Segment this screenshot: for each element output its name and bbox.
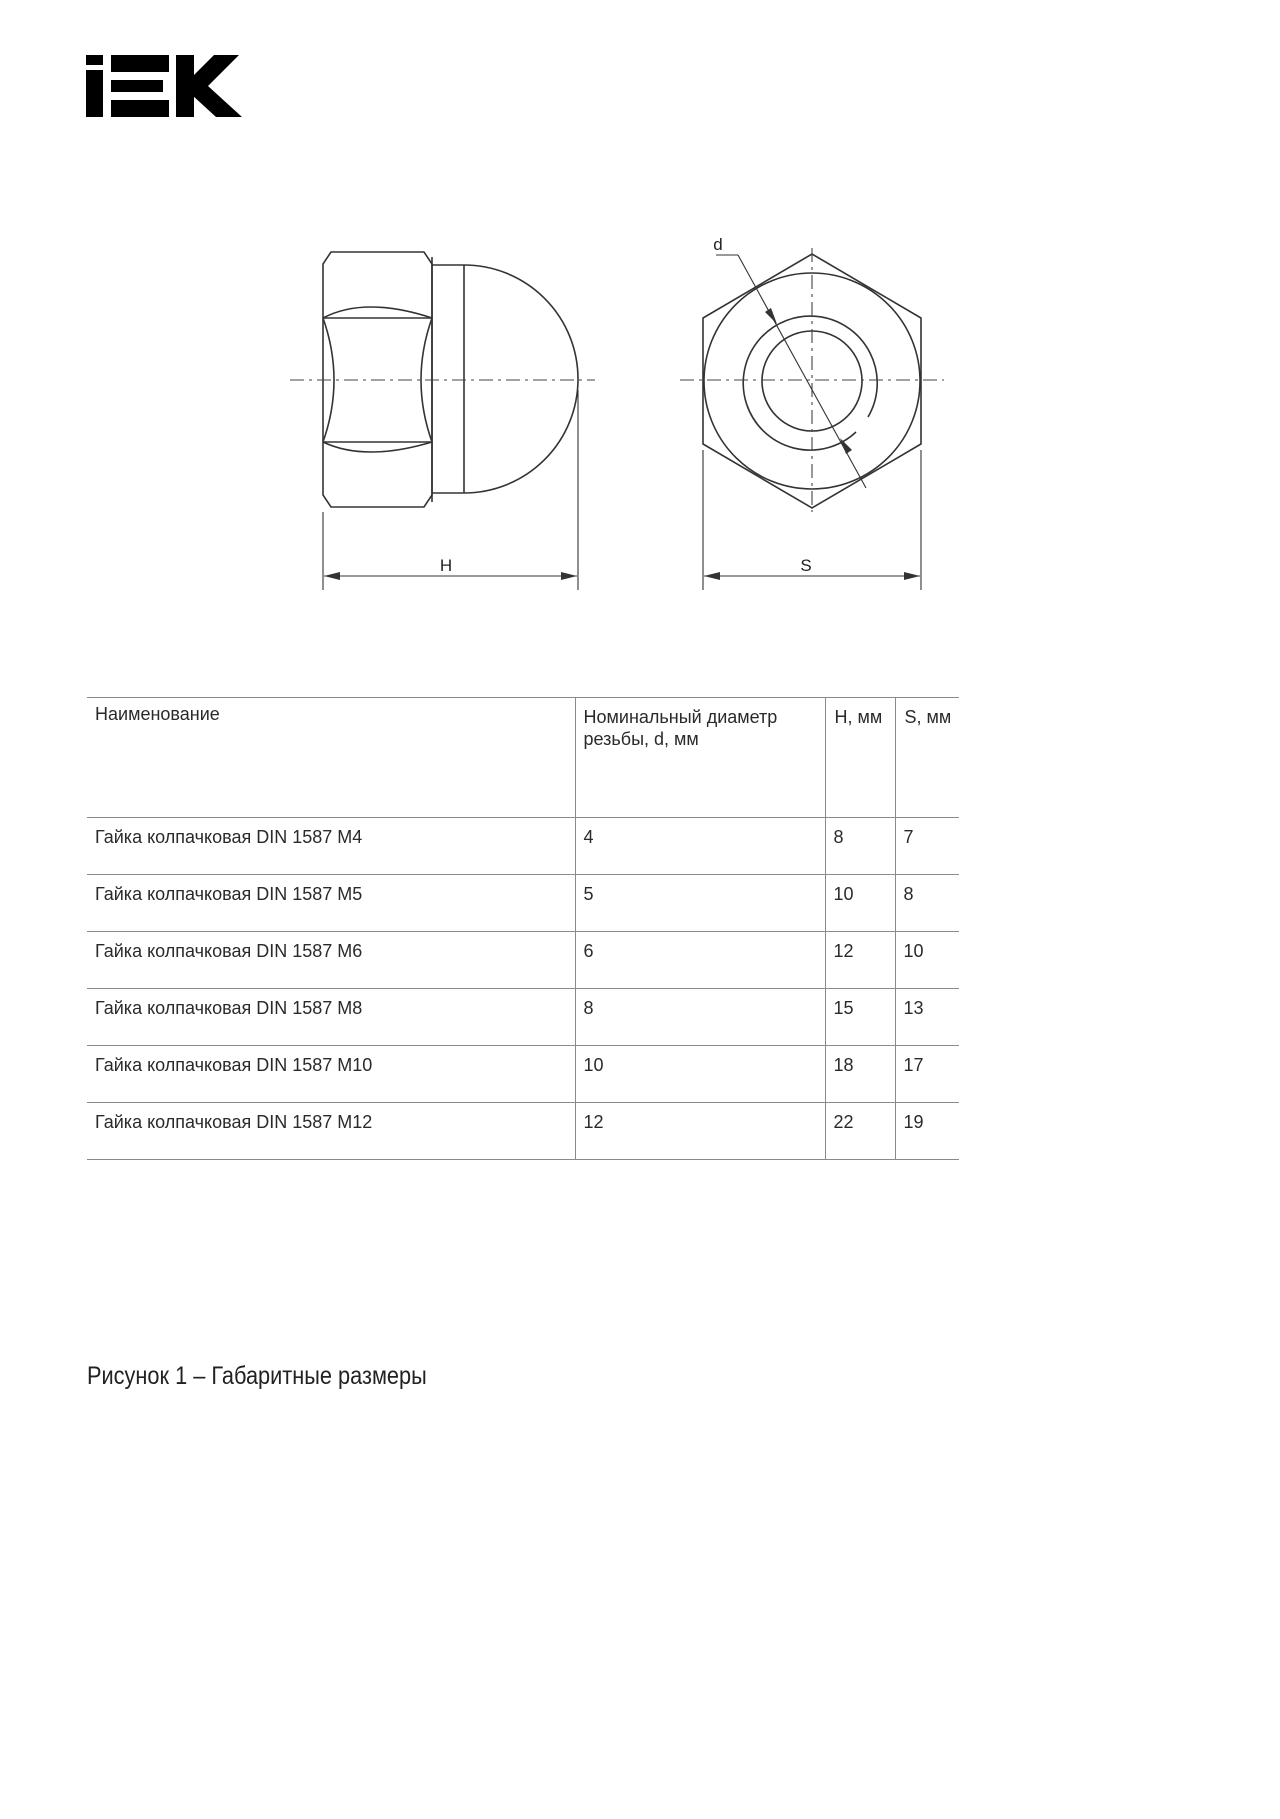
cell-s: 17 [895,1046,959,1103]
cell-h: 18 [825,1046,895,1103]
figure-caption: Рисунок 1 – Габаритные размеры [87,1362,427,1390]
dimension-label-d: d [713,235,723,254]
cell-name: Гайка колпачковая DIN 1587 М5 [87,875,575,932]
cell-diameter: 8 [575,989,825,1046]
cell-h: 10 [825,875,895,932]
cell-s: 10 [895,932,959,989]
cap-nut-drawing [0,0,1280,620]
header-name: Наименование [87,698,575,818]
cell-name: Гайка колпачковая DIN 1587 М6 [87,932,575,989]
header-h: H, мм [825,698,895,818]
cell-s: 19 [895,1103,959,1160]
cell-diameter: 4 [575,818,825,875]
cell-name: Гайка колпачковая DIN 1587 М8 [87,989,575,1046]
cell-name: Гайка колпачковая DIN 1587 М12 [87,1103,575,1160]
dimension-label-s: S [800,556,812,575]
cell-s: 7 [895,818,959,875]
table-row [87,989,959,1046]
cell-name: Гайка колпачковая DIN 1587 М4 [87,818,575,875]
table-row [87,818,959,875]
cell-diameter: 6 [575,932,825,989]
cell-name: Гайка колпачковая DIN 1587 М10 [87,1046,575,1103]
cell-h: 8 [825,818,895,875]
table-row [87,932,959,989]
cell-h: 22 [825,1103,895,1160]
cell-h: 15 [825,989,895,1046]
header-diameter: Номинальный диаметр резьбы, d, мм [575,698,825,818]
header-s: S, мм [895,698,959,818]
table-row [87,1046,959,1103]
cell-diameter: 10 [575,1046,825,1103]
dimension-label-h: H [439,556,453,575]
table-row [87,875,959,932]
table-header-row [87,698,959,818]
side-view [290,252,595,590]
cell-diameter: 5 [575,875,825,932]
dimensions-table [87,697,959,1160]
front-view [680,235,944,590]
cell-h: 12 [825,932,895,989]
cell-s: 8 [895,875,959,932]
cell-s: 13 [895,989,959,1046]
cell-diameter: 12 [575,1103,825,1160]
table-row [87,1103,959,1160]
